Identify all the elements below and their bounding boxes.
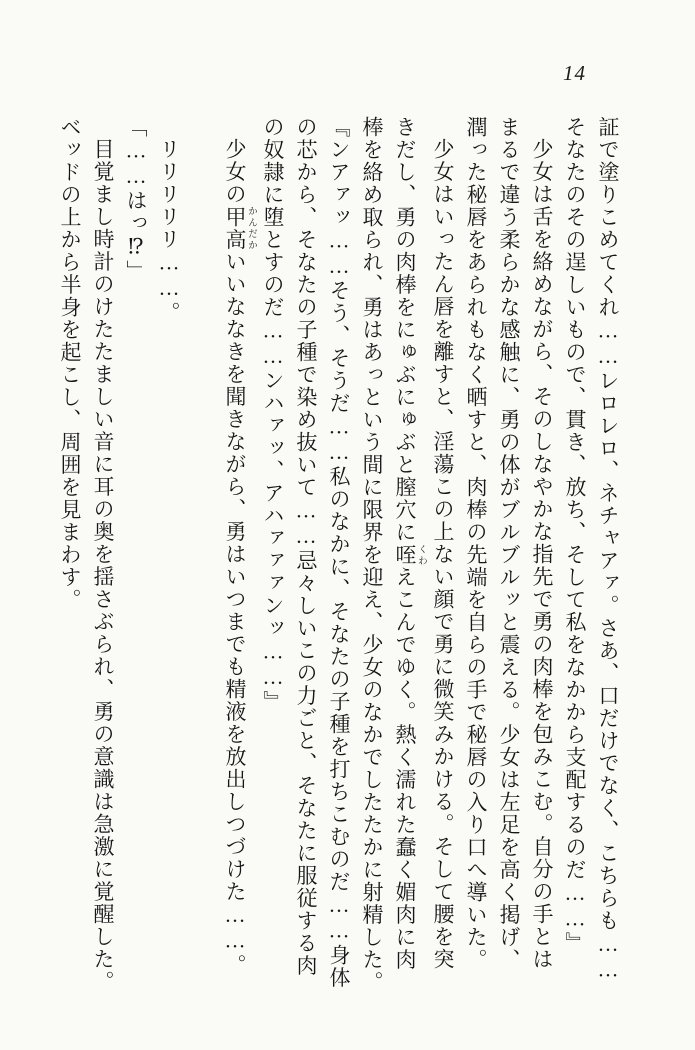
text-line: 少女はいったん唇を離すと、淫蕩この上ない顔で勇に微笑みかける。そして腰を突 xyxy=(431,138,455,971)
text-line: の芯から、そなたの子種で染め抜いて……忌々しいこの力ごと、そなたに服従する肉 xyxy=(294,116,318,977)
text-line: きだし、勇の肉棒をにゅぶにゅぶと膣穴に咥 くわえこんでゆく。熱く濡れた蠢く媚肉に肉 xyxy=(393,116,426,971)
text-line: そなたのその逞しいもので、貫き、放ち、そして私をなかから支配するのだ……』 xyxy=(563,116,587,955)
page-number: 14 xyxy=(563,61,586,85)
text-line: 証で塗りこめてくれ……レロレロ、ネチャアァ。さあ、口だけでなく、こちらも…… xyxy=(596,116,620,983)
text-block xyxy=(53,116,624,1011)
text-line: 少女の甲高 かんだかいいななきを聞きながら、勇はいつまでも精液を放出しつづけた……。 xyxy=(223,138,256,977)
text-line: ベッドの上から半身を起こし、周囲を見まわす。 xyxy=(58,116,82,611)
text-line: の奴隷に堕とすのだ……ンハァッ、アハァァァンッ……』 xyxy=(261,116,285,713)
text-line: 目覚まし時計のけたたましい音に耳の奥を揺さぶられ、勇の意識は急激に覚醒した。 xyxy=(91,138,115,993)
text-line-blank xyxy=(185,116,218,1011)
text-line: 『ンアァッ……そう、そうだ……私のなかに、そなたの子種を打ちこむのだ……身体 xyxy=(327,116,351,989)
text-line: 少女は舌を絡めながら、そのしなやかな指先で勇の肉棒を包みこむ。自分の手とは xyxy=(530,138,554,971)
furigana-ruby: 咥 くわ xyxy=(393,543,426,566)
text-line: 潤った秘唇をあられもなく晒すと、肉棒の先端を自らの手で秘唇の入り口へ導いた。 xyxy=(464,116,488,971)
furigana-ruby: 甲高 かんだか xyxy=(223,205,256,251)
text-line: 「……はっ⁉」 xyxy=(124,116,148,283)
text-line: 棒を絡め取られ、勇はあっという間に限界を迎え、少女のなかでしたたかに射精した。 xyxy=(360,116,384,994)
text-line: リリリリリ……。 xyxy=(157,138,181,324)
text-line: まるで違う柔らかな感触に、勇の体がブルブルッと震える。少女は左足を高く掲げ、 xyxy=(497,116,521,971)
